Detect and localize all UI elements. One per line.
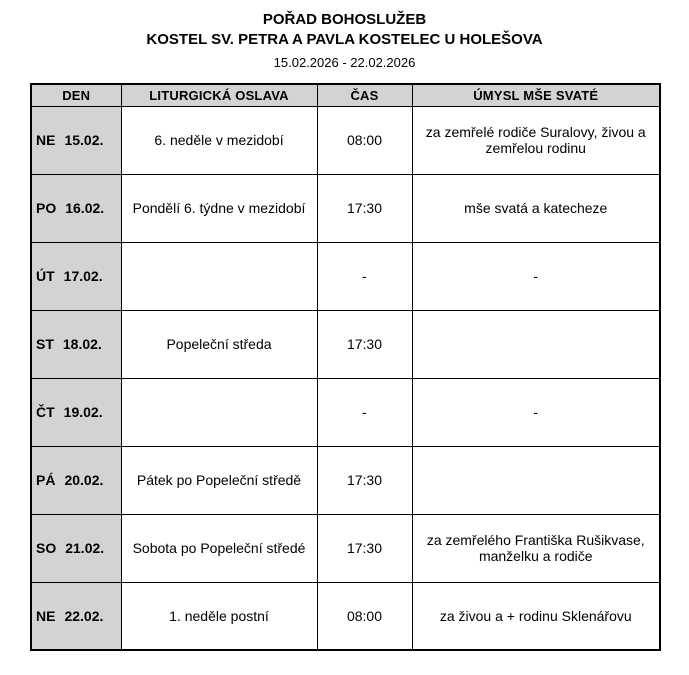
day-date: 17.02. xyxy=(63,268,103,285)
header-row xyxy=(31,84,660,106)
day-cell xyxy=(31,378,121,446)
table-row xyxy=(31,310,660,378)
intention-cell: - xyxy=(412,242,660,310)
celebration-cell xyxy=(121,242,317,310)
day-cell xyxy=(31,242,121,310)
intention-cell: za zemřelého Františka Rušikvase, manželku a rodiče xyxy=(412,514,660,582)
day-date: 20.02. xyxy=(64,472,104,489)
date-range: 15.02.2026 - 22.02.2026 xyxy=(273,54,416,70)
day-abbrev: ČT xyxy=(36,404,55,421)
day-date: 22.02. xyxy=(64,607,104,624)
time-cell: 08:00 xyxy=(317,106,412,174)
column-header-umysl: ÚMYSL MŠE SVATÉ xyxy=(412,84,660,106)
intention-cell: - xyxy=(412,378,660,446)
time-cell: 17:30 xyxy=(317,310,412,378)
day-date: 21.02. xyxy=(65,540,105,557)
page-subtitle: KOSTEL SV. PETRA A PAVLA KOSTELEC U HOLEŠOVA xyxy=(146,31,543,49)
intention-cell: za živou a + rodinu Sklenářovu xyxy=(412,582,660,650)
time-cell: - xyxy=(317,378,412,446)
table-row xyxy=(31,174,660,242)
time-cell: 17:30 xyxy=(317,446,412,514)
day-cell xyxy=(31,582,121,650)
page-title: POŘAD BOHOSLUŽEB xyxy=(262,11,427,28)
day-abbrev: PO xyxy=(36,200,57,217)
day-cell xyxy=(31,174,121,242)
time-cell: - xyxy=(317,242,412,310)
day-date: 15.02. xyxy=(64,132,104,149)
intention-cell: za zemřelé rodiče Suralovy, živou a zemřelou rodinu xyxy=(412,106,660,174)
celebration-cell xyxy=(121,378,317,446)
day-date: 18.02. xyxy=(62,336,102,353)
schedule-table xyxy=(30,83,661,651)
day-cell xyxy=(31,446,121,514)
intention-cell xyxy=(412,310,660,378)
intention-cell: mše svatá a katecheze xyxy=(412,174,660,242)
time-cell: 17:30 xyxy=(317,174,412,242)
day-abbrev: SO xyxy=(36,540,57,557)
table-row xyxy=(31,106,660,174)
day-abbrev: NE xyxy=(36,132,56,149)
table-row xyxy=(31,514,660,582)
celebration-cell: 1. neděle postní xyxy=(121,582,317,650)
celebration-cell: Sobota po Popeleční středé xyxy=(121,514,317,582)
day-cell xyxy=(31,514,121,582)
celebration-cell: 6. neděle v mezidobí xyxy=(121,106,317,174)
day-abbrev: ÚT xyxy=(36,268,55,285)
document-header xyxy=(0,10,689,71)
time-cell: 08:00 xyxy=(317,582,412,650)
table-row xyxy=(31,582,660,650)
column-header-cas: ČAS xyxy=(317,84,412,106)
day-cell xyxy=(31,106,121,174)
celebration-cell: Pátek po Popeleční středě xyxy=(121,446,317,514)
table-row xyxy=(31,242,660,310)
day-abbrev: NE xyxy=(36,607,56,624)
time-cell: 17:30 xyxy=(317,514,412,582)
celebration-cell: Pondělí 6. týdne v mezidobí xyxy=(121,174,317,242)
intention-cell xyxy=(412,446,660,514)
day-date: 16.02. xyxy=(65,200,105,217)
day-cell xyxy=(31,310,121,378)
table-row xyxy=(31,378,660,446)
table-row xyxy=(31,446,660,514)
day-abbrev: ST xyxy=(36,336,54,353)
column-header-den: DEN xyxy=(31,84,121,106)
day-date: 19.02. xyxy=(63,404,103,421)
column-header-liturgicka-oslava: LITURGICKÁ OSLAVA xyxy=(121,84,317,106)
day-abbrev: PÁ xyxy=(36,472,56,489)
celebration-cell: Popeleční středa xyxy=(121,310,317,378)
